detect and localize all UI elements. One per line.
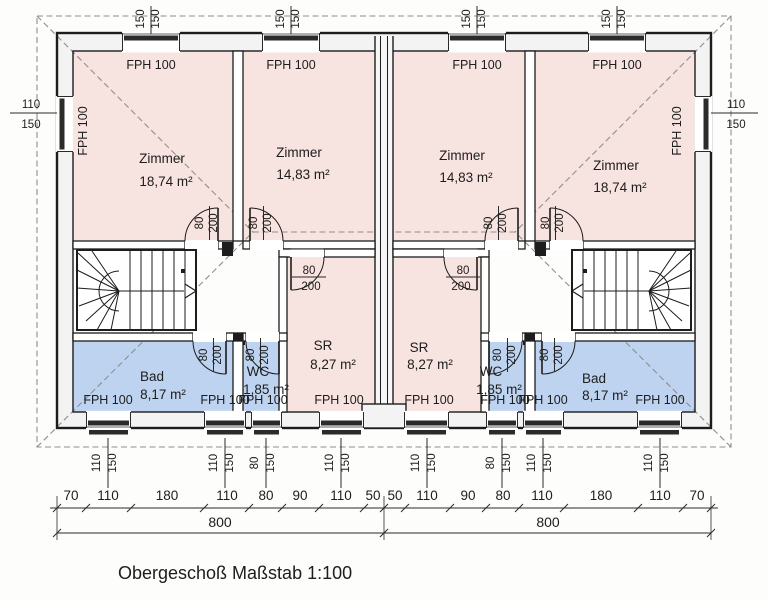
window-tag: FPH 100 xyxy=(592,58,642,72)
door-width: 80 xyxy=(248,216,260,230)
dim-value: 110 xyxy=(97,488,119,503)
window-top-4 xyxy=(588,31,646,53)
window-tag: FPH 100 xyxy=(635,393,685,407)
party-wall-band xyxy=(375,36,393,412)
dim-value: 180 xyxy=(155,488,179,503)
door-width: 80 xyxy=(198,348,210,362)
window-tag: FPH 100 xyxy=(314,393,364,407)
window-height: 150 xyxy=(659,453,671,473)
window-top-2 xyxy=(262,31,320,53)
wall-bad-top-left xyxy=(73,333,193,341)
door-height: 200 xyxy=(554,213,566,233)
room-area: 8,17 m² xyxy=(582,388,628,403)
window-bottom-2 xyxy=(204,411,246,435)
drawing-caption: Obergeschoß Maßstab 1:100 xyxy=(118,563,353,583)
door-width: 80 xyxy=(483,216,495,230)
room-name: Zimmer xyxy=(139,151,185,166)
dim-value: 80 xyxy=(258,488,274,503)
dim-value: 50 xyxy=(387,488,403,503)
staircase-left xyxy=(77,250,196,330)
dim-value: 70 xyxy=(689,488,705,503)
room-name: Zimmer xyxy=(439,148,485,163)
door-width: 80 xyxy=(539,348,551,362)
wall-corridor-right xyxy=(393,241,485,249)
door-height: 200 xyxy=(262,213,274,233)
door-height: 200 xyxy=(553,345,565,365)
window-left xyxy=(56,96,74,152)
window-width: 110 xyxy=(410,453,422,473)
dim-value: 110 xyxy=(330,488,352,503)
room-name: Zimmer xyxy=(593,158,639,173)
window-width: 80 xyxy=(249,456,261,470)
wall-corridor-left xyxy=(243,241,250,249)
dim-value: 80 xyxy=(495,488,511,503)
wall-wc-top-left xyxy=(243,333,246,341)
room-area: 1,85 m² xyxy=(476,382,522,397)
window-width: 150 xyxy=(135,9,147,29)
window-height: 150 xyxy=(224,453,236,473)
wall-sr-top-left xyxy=(324,249,375,257)
wall-corridor-right xyxy=(583,241,695,249)
window-bottom-3 xyxy=(251,411,282,435)
door-width: 80 xyxy=(540,216,552,230)
stair-walk-line-start xyxy=(583,269,587,273)
window-tag: FPH 100 xyxy=(266,58,316,72)
dim-value: 90 xyxy=(292,488,308,503)
room-area: 18,74 m² xyxy=(593,180,647,195)
window-tag: FPH 100 xyxy=(518,393,568,407)
window-width: 110 xyxy=(526,453,538,473)
window-height: 150 xyxy=(107,453,119,473)
wall-between-zimmer-left xyxy=(233,51,243,241)
dim-total: 800 xyxy=(208,514,232,530)
room-area: 8,27 m² xyxy=(407,357,453,372)
dim-value: 110 xyxy=(649,488,671,503)
dim-value: 50 xyxy=(365,488,381,503)
window-width: 150 xyxy=(601,9,613,29)
wall-between-zimmer-right xyxy=(525,51,535,241)
window-width: 110 xyxy=(208,453,220,473)
window-bottom-5 xyxy=(404,411,449,435)
wall-sr-top-right xyxy=(477,249,489,257)
window-bottom-7 xyxy=(523,411,564,435)
room-name: Bad xyxy=(581,371,607,386)
dim-value: 110 xyxy=(216,488,238,503)
window-height: 150 xyxy=(616,9,628,29)
door-height: 200 xyxy=(212,345,224,365)
room-name: WC xyxy=(246,364,270,379)
room-area: 14,83 m² xyxy=(276,167,330,182)
window-height: 150 xyxy=(21,119,41,131)
dim-value: 110 xyxy=(416,488,438,503)
dim-value: 110 xyxy=(531,488,553,503)
window-tag: FPH 100 xyxy=(452,58,502,72)
staircase-right xyxy=(572,250,691,330)
door-width: 80 xyxy=(302,265,316,277)
stair-well xyxy=(77,250,196,330)
room-area: 18,74 m² xyxy=(139,174,193,189)
window-height: 150 xyxy=(290,9,302,29)
room-name: SR xyxy=(313,338,333,353)
window-height: 150 xyxy=(726,119,746,131)
wall-wc-top-right xyxy=(522,333,525,341)
room-name: SR xyxy=(409,340,429,355)
door-width: 80 xyxy=(456,265,470,277)
door-height: 200 xyxy=(451,281,471,293)
door-height: 200 xyxy=(208,213,220,233)
room-area: 8,27 m² xyxy=(310,357,356,372)
room-sr-left xyxy=(287,257,375,412)
window-bottom-1 xyxy=(86,411,131,435)
wall-sr-top-right xyxy=(393,249,444,257)
window-width: 110 xyxy=(324,453,336,473)
window-height: 150 xyxy=(265,453,277,473)
wall-wc-top-right xyxy=(481,333,489,341)
window-height: 150 xyxy=(501,453,513,473)
room-name: WC xyxy=(479,364,503,379)
wall-corridor-left xyxy=(283,241,375,249)
window-tag: FPH 100 xyxy=(404,393,454,407)
window-height: 150 xyxy=(476,9,488,29)
window-tag: FPH 100 xyxy=(83,393,133,407)
window-height: 150 xyxy=(542,453,554,473)
room-zimmer-small-right xyxy=(393,51,525,241)
window-tag: FPH 100 xyxy=(76,106,90,156)
door-width: 80 xyxy=(492,348,504,362)
window-right xyxy=(694,96,712,152)
door-height: 200 xyxy=(301,281,321,293)
stair-well xyxy=(572,250,691,330)
wall-corridor-left xyxy=(73,241,185,249)
room-name: Bad xyxy=(139,369,165,384)
window-top-1 xyxy=(122,31,180,53)
window-tag: FPH 100 xyxy=(126,58,176,72)
window-width: 110 xyxy=(643,453,655,473)
wall-sr-top-left xyxy=(279,249,291,257)
room-area: 8,17 m² xyxy=(140,387,186,402)
window-tag: FPH 100 xyxy=(480,393,530,407)
room-name: Zimmer xyxy=(276,145,322,160)
window-bottom-4 xyxy=(319,411,364,435)
stair-walk-line-start xyxy=(181,269,185,273)
window-height: 150 xyxy=(340,453,352,473)
room-area: 14,83 m² xyxy=(439,170,493,185)
window-top-3 xyxy=(448,31,506,53)
window-width: 80 xyxy=(485,456,497,470)
door-width: 80 xyxy=(194,216,206,230)
dim-total: 800 xyxy=(536,514,560,530)
window-width: 110 xyxy=(21,99,41,111)
wall-wc-top-left xyxy=(279,333,287,341)
wall-bad-top-right xyxy=(575,333,695,341)
dim-value: 180 xyxy=(589,488,613,503)
window-height: 150 xyxy=(150,9,162,29)
door-height: 200 xyxy=(497,213,509,233)
door-height: 200 xyxy=(506,345,518,365)
door-width: 80 xyxy=(245,348,257,362)
wall-pillar xyxy=(222,242,233,256)
window-width: 110 xyxy=(726,99,746,111)
window-tag: FPH 100 xyxy=(200,393,250,407)
window-tag: FPH 100 xyxy=(670,106,684,156)
party-wall-pier xyxy=(362,404,406,428)
dim-value: 90 xyxy=(460,488,476,503)
door-height: 200 xyxy=(259,345,271,365)
window-bottom-8 xyxy=(637,411,682,435)
window-height: 150 xyxy=(426,453,438,473)
wall-corridor-right xyxy=(518,241,525,249)
window-width: 110 xyxy=(91,453,103,473)
window-tag: FPH 100 xyxy=(238,393,288,407)
window-width: 150 xyxy=(275,9,287,29)
dim-value: 70 xyxy=(63,488,79,503)
room-area: 1,85 m² xyxy=(243,382,289,397)
wall-pillar xyxy=(535,242,546,256)
window-width: 150 xyxy=(461,9,473,29)
window-bottom-6 xyxy=(486,411,518,435)
